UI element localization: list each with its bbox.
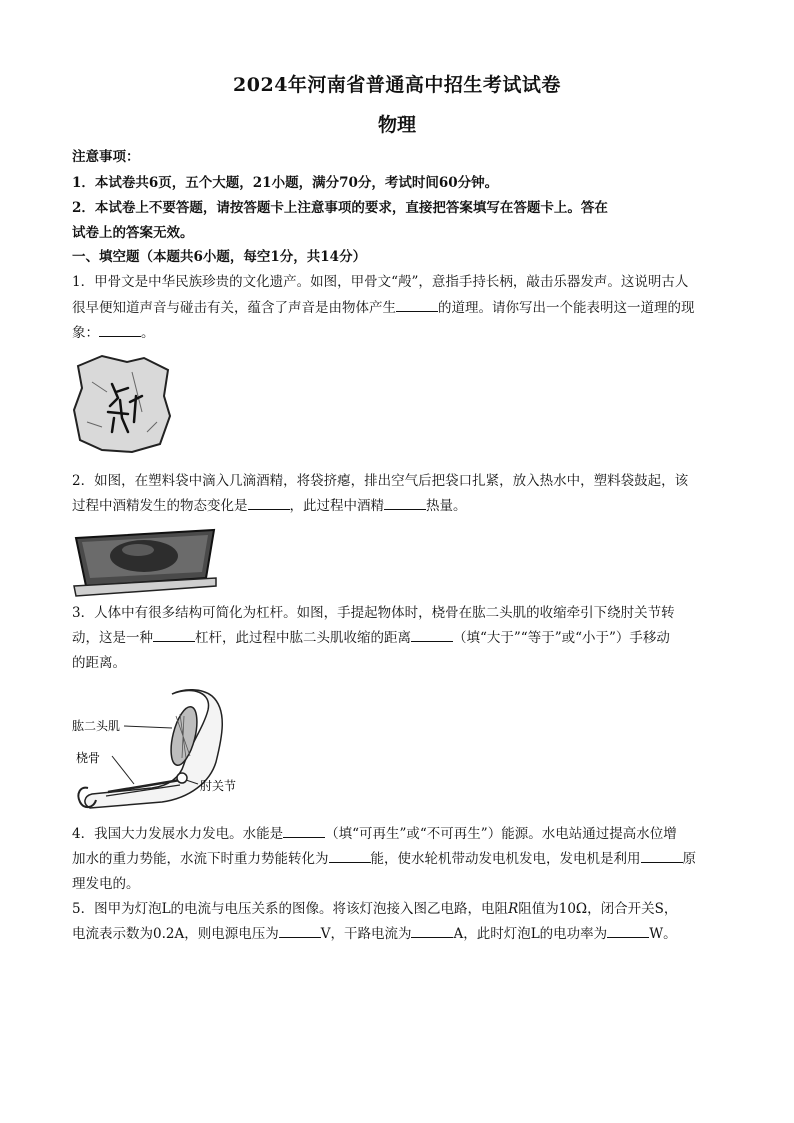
plastic-bag-tray-image [72, 520, 218, 600]
q4-line2: 加水的重力势能，水流下时重力势能转化为 能，使水轮机带动发电机发电，发电机是利用 原 [72, 847, 722, 872]
q5-line2: 电流表示数为0.2A，则电源电压为 V，干路电流为 A，此时灯泡L的电功率为 W。 [72, 922, 722, 947]
answer-blank [99, 322, 141, 337]
notes-heading: 注意事项： [72, 149, 140, 165]
q5-line1: 5．图甲为灯泡L的电流与电压关系的图像。将该灯泡接入图乙电路，电阻R阻值为10Ω，闭合开关S， [72, 901, 678, 917]
q3-line1: 3．人体中有很多结构可简化为杠杆。如图，手提起物体时，桡骨在肱二头肌的收缩牵引下绕肘关节转 [72, 605, 675, 621]
answer-blank [641, 848, 683, 863]
notes-item-2-line2: 试卷上的答案无效。 [72, 225, 194, 241]
q1-line2: 很早便知道声音与碰击有关，蕴含了声音是由物体产生 的道理。请你写出一个能表明这一道理的现 [72, 296, 722, 321]
q1-line3: 象： 。 [72, 321, 722, 346]
q2-line2: 过程中酒精发生的物态变化是 ，此过程中酒精 热量。 [72, 494, 722, 519]
label-radius: 桡骨 [76, 751, 101, 765]
answer-blank [283, 823, 325, 838]
label-biceps: 肱二头肌 [72, 719, 121, 733]
answer-blank [396, 297, 438, 312]
answer-blank [607, 923, 649, 938]
answer-blank [384, 495, 426, 510]
q2-line1: 2．如图，在塑料袋中滴入几滴酒精，将袋挤瘪，排出空气后把袋口扎紧，放入热水中，塑料袋鼓起，该 [72, 473, 689, 489]
q4-line3: 理发电的。 [72, 876, 140, 892]
answer-blank [411, 923, 453, 938]
q1-line1: 1．甲骨文是中华民族珍贵的文化遗产。如图，甲骨文“殸”，意指手持长柄，敲击乐器发声。这说明古人 [72, 274, 689, 290]
notes-item-2-line1: 2．本试卷上不要答题，请按答题卡上注意事项的要求，直接把答案填写在答题卡上。答在 [72, 200, 608, 216]
subject-title: 物理 [377, 114, 416, 136]
label-elbow: 肘关节 [200, 779, 237, 793]
answer-blank [329, 848, 371, 863]
section1-heading: 一、填空题（本题共6小题，每空1分，共14分） [72, 249, 367, 265]
q3-line3: 的距离。 [72, 655, 126, 671]
exam-title: 2024年河南省普通高中招生考试试卷 [233, 74, 561, 96]
answer-blank [248, 495, 290, 510]
answer-blank [411, 627, 453, 642]
answer-blank [153, 627, 195, 642]
q4-line1: 4．我国大力发展水力发电。水能是 （填“可再生”或“不可再生”）能源。水电站通过提高水位增 [72, 822, 722, 847]
oracle-bone-image [72, 352, 172, 456]
notes-item-1: 1．本试卷共6页，五个大题，21小题，满分70分，考试时间60分钟。 [72, 175, 499, 191]
q3-line2: 动，这是一种 杠杆，此过程中肱二头肌收缩的距离 （填“大于”“等于”或“小于”）手移动 [72, 626, 722, 651]
answer-blank [279, 923, 321, 938]
arm-lever-image [72, 686, 252, 812]
